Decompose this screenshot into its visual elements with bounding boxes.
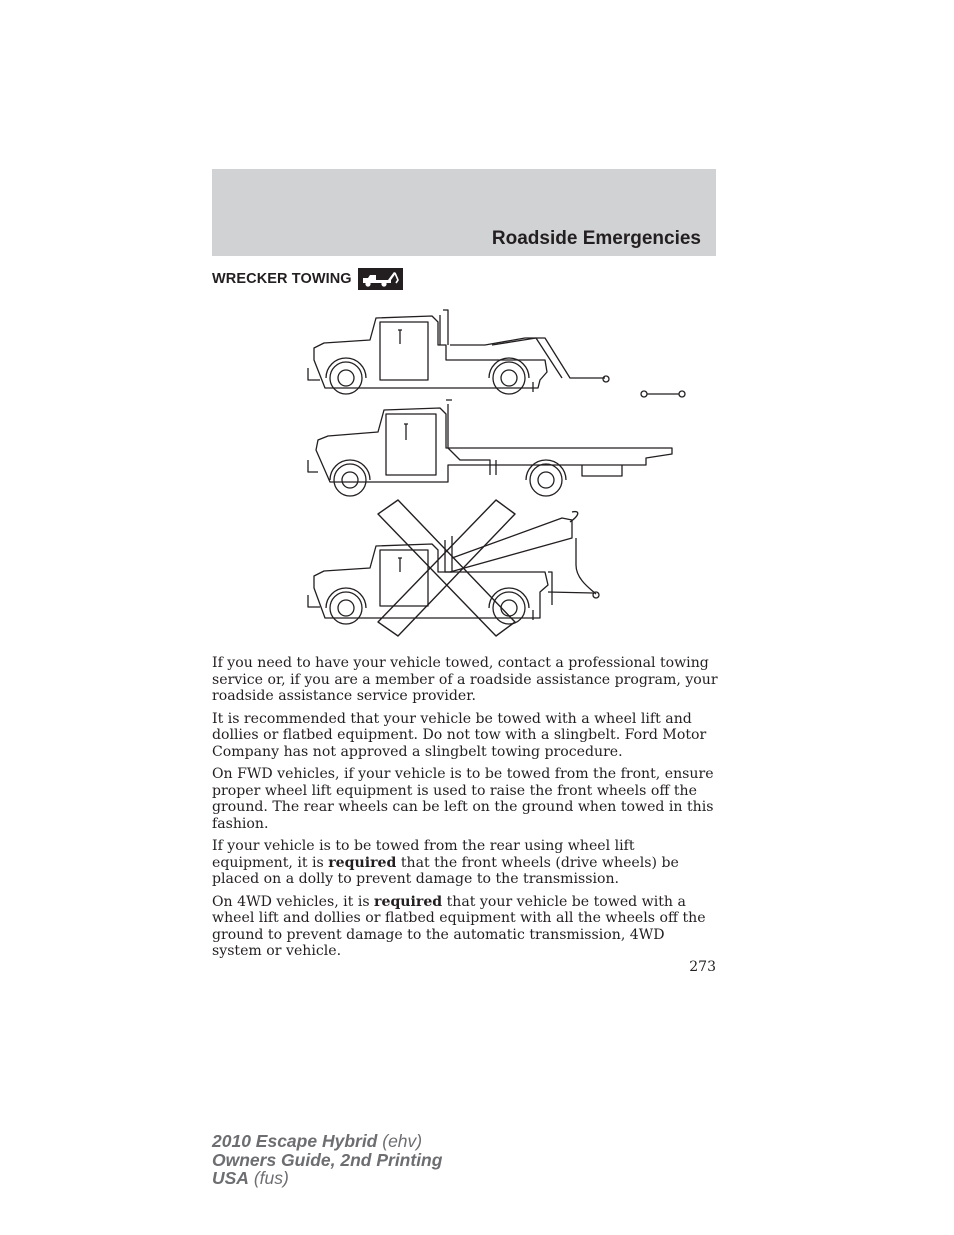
towing-methods-illustration xyxy=(300,300,700,645)
paragraph-5-start: On 4WD vehicles, it is xyxy=(212,893,375,910)
paragraph-5 xyxy=(212,894,718,960)
paragraph-4-emphasis: required xyxy=(328,854,397,871)
section-heading xyxy=(212,268,403,290)
paragraph-2: It is recommended that your vehicle be towed with a wheel lift and dollies or flatbed equipment. Do not tow with a slingbelt. Ford Motor Company has not approved a slingbelt towing procedure. xyxy=(212,710,707,760)
chapter-title: Roadside Emergencies xyxy=(491,228,701,249)
paragraph-1: If you need to have your vehicle towed, contact a professional towing service or, if you are a member of a roadside assistance program, your roadside assistance service provider. xyxy=(212,655,718,704)
footer-market: USA xyxy=(212,1168,249,1188)
footer xyxy=(212,1132,442,1188)
footer-market-code: (fus) xyxy=(248,1168,289,1188)
paragraph-4 xyxy=(212,838,718,888)
flatbed-truck-drawing xyxy=(308,400,672,496)
slingbelt-truck-drawing xyxy=(308,512,599,624)
footer-line-1 xyxy=(212,1132,442,1151)
section-title: WRECKER TOWING xyxy=(212,271,352,287)
paragraph-4-end: that the front wheels (drive wheels) be placed on a dolly to prevent damage to the transmission. xyxy=(212,854,679,887)
paragraph-3: On FWD vehicles, if your vehicle is to be towed from the front, ensure proper wheel lift equipment is used to raise the front wheels off the ground. The rear wheels can be left on the ground when towed in this fashion. xyxy=(212,766,714,832)
paragraph-5-end: that your vehicle be towed with a wheel lift and dollies or flatbed equipment with all the wheels off the ground to prevent damage to the automatic transmission, 4WD system or vehicle. xyxy=(212,893,706,959)
header-band xyxy=(212,169,716,256)
page-number: 273 xyxy=(689,959,716,975)
footer-printing: Owners Guide, 2nd Printing xyxy=(212,1149,443,1170)
footer-model: 2010 Escape Hybrid xyxy=(212,1131,378,1151)
body-text xyxy=(212,655,718,966)
paragraph-5-emphasis: required xyxy=(374,893,443,910)
footer-model-code: (ehv) xyxy=(377,1131,423,1151)
tow-truck-icon xyxy=(358,268,403,290)
footer-line-2 xyxy=(212,1151,442,1170)
footer-line-3 xyxy=(212,1169,442,1188)
paragraph-4-start: If your vehicle is to be towed from the rear using wheel lift equipment, it is xyxy=(212,838,635,871)
wheel-lift-truck-drawing xyxy=(308,310,685,397)
